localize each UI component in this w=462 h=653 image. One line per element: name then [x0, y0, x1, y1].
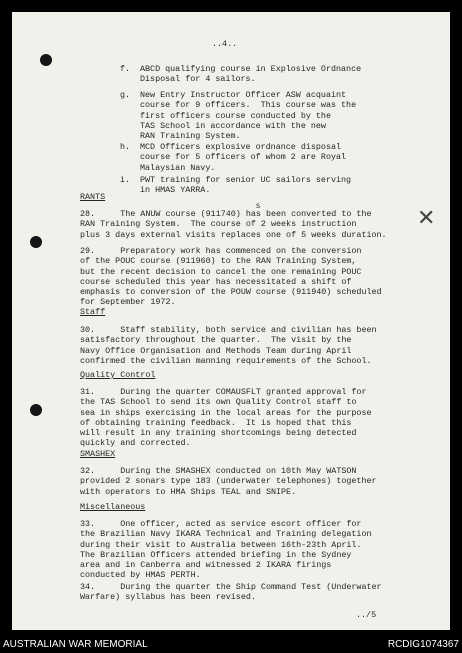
- footer-record-id: RCDIG1074367: [387, 639, 459, 650]
- paragraph-32: 32. During the SMASHEX conducted on 10th May WATSON provided 2 sonars type 183 (underwater telephones) together with operators to HMA Ships TEAL and SNIPE.: [80, 466, 377, 497]
- item-letter: i.: [120, 175, 131, 185]
- item-text: MCD Officers explosive ordnance disposal course for 5 officers of whom 2 are Royal Malaysian Navy.: [140, 142, 347, 173]
- paragraph-30: 30. Staff stability, both service and civilian has been satisfactory throughout the quarter. The visit by the Navy Office Organisation and Methods Team during April confirmed the civilian manning requirements of the School.: [80, 325, 377, 366]
- section-heading-quality-control: Quality Control: [80, 370, 156, 380]
- item-text: New Entry Instructor Officer ASW acquaint course for 9 officers. This course was the first officers course conducted by the TAS School in accordance with the new RAN Training System.: [140, 90, 357, 142]
- paragraph-29: 29. Preparatory work has commenced on the conversion of the POUC course (911960) to the RAN Training System, but the recent decision to cancel the one remaining POUC course scheduled this year has necessitated a shift of emphasis to conversion of the POUW course (911940) scheduled for September 1972.: [80, 246, 382, 308]
- footer-source: AUSTRALIAN WAR MEMORIAL: [3, 639, 148, 650]
- handwritten-correction: s: [256, 201, 261, 210]
- section-heading-miscellaneous: Miscellaneous: [80, 502, 146, 512]
- section-heading-staff: Staff: [80, 307, 106, 317]
- page-number-header: ..4..: [212, 39, 238, 49]
- next-page-indicator: ../5: [356, 610, 377, 620]
- item-letter: f.: [120, 64, 131, 74]
- punch-hole-top: [40, 54, 52, 66]
- section-heading-rants: RANTS: [80, 192, 106, 202]
- paragraph-33: 33. One officer, acted as service escort officer for the Brazilian Navy IKARA Technical and Training delegation during their visit to Australia between 16th-23th April. The Brazilian Officers attended briefing in the Sydney area and in Canberra and witnessed 2 IKARA firings conducted by HMAS PERTH.: [80, 519, 372, 581]
- document-page: [12, 12, 450, 630]
- paragraph-31: 31. During the quarter COMAUSFLT granted approval for the TAS School to send its own Quality Control staff to sea in ships exercising in the local areas for the purpose of obtaining training feedback. It is hoped that this will result in any training shortcomings being detected quickly and corrected.: [80, 387, 372, 449]
- item-letter: g.: [120, 90, 131, 100]
- item-text: PWT training for senior UC sailors serving in HMAS YARRA.: [140, 175, 352, 196]
- item-letter: h.: [120, 142, 131, 152]
- margin-cross-mark: ✕: [417, 206, 436, 231]
- item-text: ABCD qualifying course in Explosive Ordnance Disposal for 4 sailors.: [140, 64, 362, 85]
- paragraph-34: 34. During the quarter the Ship Command Test (Underwater Warfare) syllabus has been revised.: [80, 582, 382, 603]
- punch-hole-middle: [30, 236, 42, 248]
- punch-hole-bottom: [30, 404, 42, 416]
- section-heading-smashex: SMASHEX: [80, 449, 116, 459]
- paragraph-28: 28. The ANUW course (911740) has been converted to the RAN Training System. The course of 2 weeks instruction plus 3 days external visits replaces one of 5 weeks duration.: [80, 209, 387, 240]
